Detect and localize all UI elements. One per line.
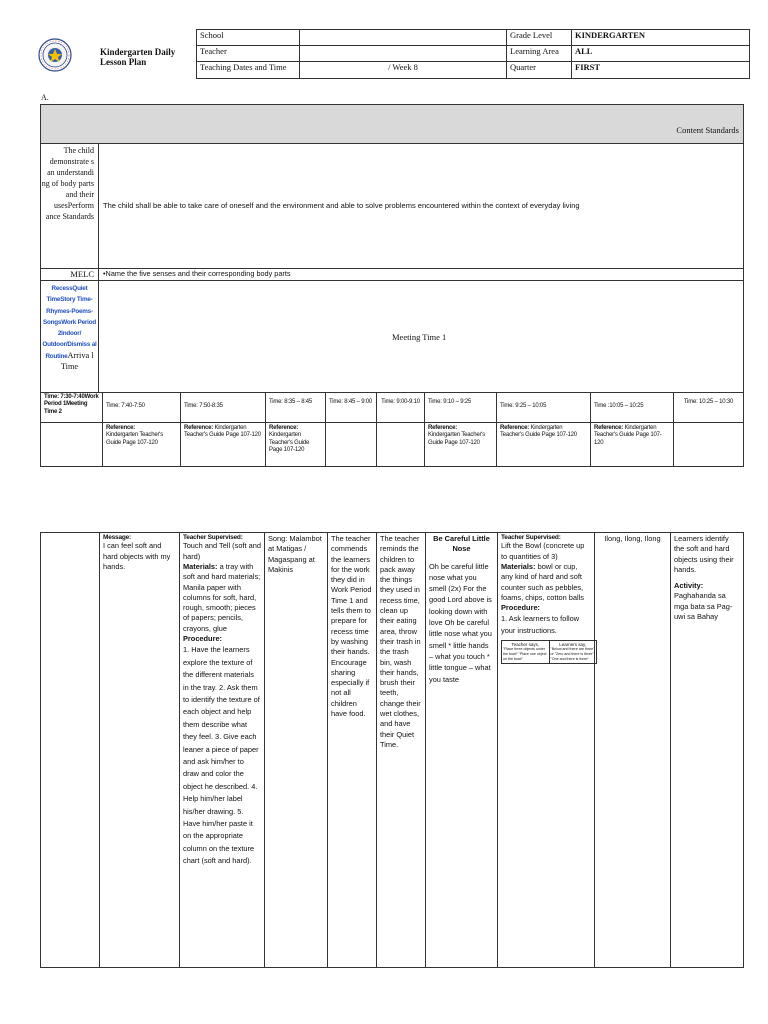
teacher-value xyxy=(300,46,507,62)
time-cell-2: Time: 7:50-8:35 xyxy=(181,393,266,423)
ref-cell-7 xyxy=(497,423,591,467)
ref-label-1: Reference: xyxy=(106,425,136,431)
time-cell-8: Time :10:05 – 10:25 xyxy=(591,393,674,423)
quarter-label: Quarter xyxy=(507,62,572,79)
detail-cell-quiet-time xyxy=(377,533,426,968)
learning-area-value: ALL xyxy=(572,46,750,62)
detail-cell-song xyxy=(265,533,328,968)
detail-cell-dismissal xyxy=(671,533,744,968)
ref-cell-6 xyxy=(425,423,497,467)
time-cell-5: Time: 9:00-9:10 xyxy=(377,393,425,423)
section-marker: A. xyxy=(41,93,49,102)
school-value xyxy=(300,30,507,46)
lift-bowl-materials-text: bowl or cup, any kind of hard and soft counter such as pebbles, foams, chips, cotton balls xyxy=(501,562,584,602)
deped-seal-logo xyxy=(38,38,72,72)
teaching-dates-value: / Week 8 xyxy=(300,62,507,79)
col-divider-activities xyxy=(98,280,99,392)
ref-text-2: Kindergarten Teacher's Guide Page 107-120 xyxy=(184,425,261,439)
touch-tell-intro: Touch and Tell (soft and hard) xyxy=(183,541,261,561)
chart-left-text: "Place three objects under the bowl" "Place one object on the bowl" xyxy=(503,647,547,662)
grade-level-value: KINDERGARTEN xyxy=(572,30,750,46)
activities-label-blue: RecessQuiet TimeStory Time-Rhymes-Poems-SongsWork Period 2Indoor/ Outdoor/Dismiss al Routine xyxy=(42,285,97,360)
ref-label-6: Reference: xyxy=(428,425,458,431)
ref-text-3: Kindergarten Teacher's Guide Page 107-120 xyxy=(269,432,310,454)
detail-cell-story xyxy=(426,533,498,968)
performance-standard-text: The child shall be able to take care of oneself and the environment and able to solve problems encountered within the context of everyday living xyxy=(103,201,580,210)
document-title-line1: Kindergarten Daily xyxy=(100,47,176,57)
activities-detail-table xyxy=(40,532,744,968)
detail-cell-0 xyxy=(41,533,100,968)
song-text: Song: Malambot at Matigas / Magaspang at Makinis xyxy=(268,534,322,574)
story-text: Oh be careful little nose what you smell (2x) For the good Lord above is looking down with love Oh be careful little nose what you smell * little hands – what you touch * little tongue – what you taste xyxy=(429,561,492,684)
time-cell-9: Time: 10:25 – 10:30 xyxy=(674,393,744,423)
teaching-dates-label: Teaching Dates and Time xyxy=(197,62,300,79)
time-cell-7: Time: 9:25 – 10:05 xyxy=(497,393,591,423)
ref-label-2: Reference: xyxy=(184,425,214,431)
lift-bowl-intro: Lift the Bowl (concrete up to quantities of 3) xyxy=(501,541,585,561)
detail-cell-touch-tell xyxy=(180,533,265,968)
child-demonstrates-label: The child demonstrate s an understandi ng of body parts and their usesPerform ance Standards xyxy=(41,146,94,221)
quarter-value: FIRST xyxy=(572,62,750,79)
learning-area-label: Learning Area xyxy=(507,46,572,62)
ref-cell-9 xyxy=(674,423,744,467)
dismissal-activity-text: Paghahanda sa mga bata sa Pag-uwi sa Bahay xyxy=(674,591,733,622)
lift-bowl-materials xyxy=(501,562,591,603)
col-divider-standards xyxy=(98,144,99,268)
ref-text-6: Kindergarten Teacher's Guide Page 107-120 xyxy=(428,432,486,446)
header-table xyxy=(196,29,750,79)
lift-bowl-steps: 1. Ask learners to follow your instructions. xyxy=(501,614,580,635)
chart-left-cell xyxy=(502,641,550,664)
detail-cell-message xyxy=(100,533,180,968)
gray-band-top xyxy=(40,104,744,124)
ref-cell-5 xyxy=(377,423,425,467)
chart-right-title: Learners say, xyxy=(559,642,587,648)
ref-text-1: Kindergarten Teacher's Guide Page 107-120 xyxy=(106,432,164,446)
quiet-time-text: The teacher reminds the children to pack away the things they used in recess time, clean up their eating area, throw their trash in the trash bin, wash their hands, brush their teeth, change their wet clothes, and have their Quiet Time. xyxy=(380,534,421,749)
touch-tell-procedure-label: Procedure: xyxy=(183,634,223,644)
dismissal-activity-label: Activity: xyxy=(674,581,704,591)
ilong-text: Ilong, Ilong, Ilong xyxy=(604,534,661,543)
grade-level-label: Grade Level xyxy=(507,30,572,46)
time-cell-4: Time: 8:45 – 9:00 xyxy=(326,393,377,423)
message-text: I can feel soft and hard objects with my hands. xyxy=(103,541,171,571)
time-cell-1: Time: 7:40-7:50 xyxy=(103,393,181,423)
time-cell-0: Time: 7:30-7:40Work Period 1Meeting Time 2 xyxy=(41,393,103,423)
chart-left-title: Teacher says, xyxy=(511,642,540,648)
story-title: Be Careful Little Nose xyxy=(433,534,490,554)
ref-cell-8 xyxy=(591,423,674,467)
ref-cell-2 xyxy=(181,423,266,467)
ref-cell-3 xyxy=(266,423,326,467)
lift-bowl-procedure-label: Procedure: xyxy=(501,603,541,613)
melc-label: MELC xyxy=(70,269,94,279)
school-label: School xyxy=(197,30,300,46)
touch-tell-materials-label: Materials: xyxy=(183,562,218,571)
activities-label xyxy=(41,282,98,372)
touch-tell-steps: 1. Have the learners explore the texture of the different materials in the tray. 2. Ask them to identify the texture of each object and help them describe what they feel. 3. Give each leaner a piece of paper and ask him/her to draw and color the object he described. 4. Help him/her label his/her drawing. 5. Have him/her paste it on the appropriate column on the texture chart (soft and hard). xyxy=(183,645,260,866)
col-divider-melc xyxy=(98,268,99,280)
time-cell-3: Time: 8:35 – 8:45 xyxy=(266,393,326,423)
document-title xyxy=(100,47,195,67)
ref-label-7: Reference: xyxy=(500,425,530,431)
activities-label-tail: Arriva l Time xyxy=(60,350,94,372)
lift-bowl-title: Teacher Supervised: xyxy=(501,534,561,541)
ref-cell-4 xyxy=(326,423,377,467)
ref-text-8: Kindergarten Teacher's Guide Page 107-120 xyxy=(594,425,662,446)
chart-right-cell xyxy=(549,641,597,664)
melc-text: •Name the five senses and their corresponding body parts xyxy=(103,269,291,278)
detail-cell-lift-bowl xyxy=(498,533,595,968)
message-title: Message: xyxy=(103,534,132,541)
teacher-label: Teacher xyxy=(197,46,300,62)
time-cell-6: Time: 9:10 – 9:25 xyxy=(425,393,497,423)
document-title-line2: Lesson Plan xyxy=(100,57,147,67)
lift-bowl-materials-label: Materials: xyxy=(501,562,536,571)
ref-cell-0 xyxy=(41,423,103,467)
detail-cell-recess xyxy=(328,533,377,968)
content-standards-label: Content Standards xyxy=(40,122,744,144)
touch-tell-title: Teacher Supervised: xyxy=(183,534,243,541)
ref-text-7: Kindergarten Teacher's Guide Page 107-120 xyxy=(500,425,577,439)
chart-right-text: "Below and there are three" or "Zero and there is three" "One and there is three" xyxy=(550,647,595,662)
recess-text: The teacher commends the learners for the work they did in Work Period Time 1 and tells them to prepare for recess time by washing their hands. Encourage sharing especially if not all children have food. xyxy=(331,534,372,719)
time-table xyxy=(40,392,744,467)
meeting-time-1: Meeting Time 1 xyxy=(392,332,447,342)
detail-cell-ilong xyxy=(595,533,671,968)
lift-bowl-instruction-chart xyxy=(501,640,597,664)
touch-tell-materials xyxy=(183,562,261,634)
ref-label-3: Reference: xyxy=(269,425,299,431)
ref-label-8: Reference: xyxy=(594,425,624,431)
touch-tell-materials-text: a tray with soft and hard materials; Manila paper with columns for soft, hard, rough, smooth; pieces of papers; pencils, crayons, glue xyxy=(183,562,261,633)
ref-cell-1 xyxy=(103,423,181,467)
dismissal-text: Learners identify the soft and hard objects using their hands. xyxy=(674,534,734,574)
